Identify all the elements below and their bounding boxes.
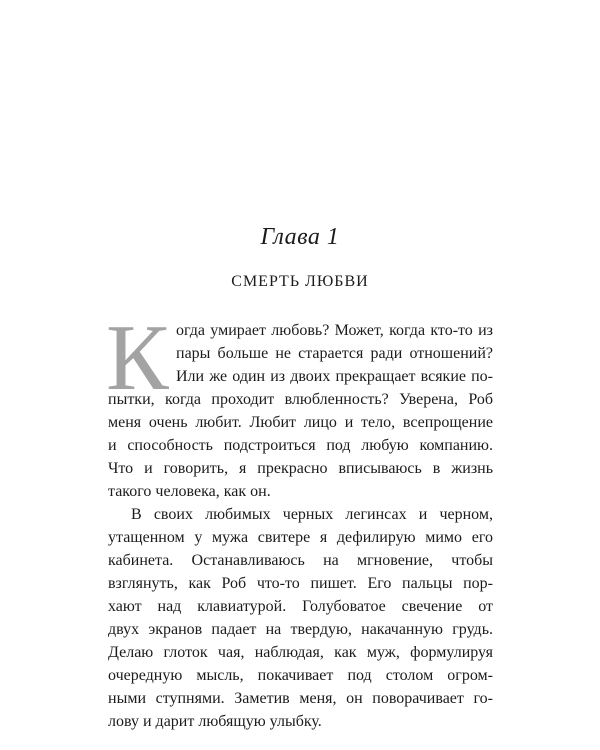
text-line: пары больше не старается ради отношений?: [176, 345, 493, 362]
chapter-title: СМЕРТЬ ЛЮБВИ: [231, 273, 369, 290]
text-line: кабинета. Останавливаюсь на мгновение, чтобы: [108, 552, 493, 569]
text-line: пытки, когда проходит влюбленность? Уверена, Роб: [108, 391, 493, 408]
text-line: ными ступнями. Заметив меня, он поворачивает го-: [108, 690, 493, 707]
text-line: Или же один из двоих прекращает всякие по-: [176, 368, 493, 385]
text-line: Делаю глоток чая, наблюдая, как муж, формулируя: [108, 644, 493, 661]
text-line: В своих любимых черных легинсах и черном,: [131, 506, 493, 523]
text-line: меня очень любит. Любит лицо и тело, всепрощение: [108, 414, 493, 431]
chapter-heading: Глава 1: [260, 224, 340, 250]
text-line: такого человека, как он.: [108, 483, 271, 500]
text-line: очередную мысль, покачивает под столом огром-: [108, 667, 493, 684]
drop-cap: К: [106, 306, 169, 410]
text-line: Что и говорить, я прекрасно вписываюсь в жизнь: [108, 460, 493, 477]
text-line: взглянуть, как Роб что-то пишет. Его пальцы пор-: [108, 575, 493, 592]
text-line: и способность подстроиться под любую компанию.: [108, 437, 493, 454]
text-line: двух экранов падает на твердую, накачанную грудь.: [108, 621, 493, 638]
text-line: утащенном у мужа свитере я дефилирую мимо его: [108, 529, 493, 546]
text-line: огда умирает любовь? Может, когда кто-то из: [176, 322, 493, 339]
text-line: хают над клавиатурой. Голубоватое свечение от: [108, 598, 493, 615]
text-line: лову и дарит любящую улыбку.: [108, 713, 322, 730]
